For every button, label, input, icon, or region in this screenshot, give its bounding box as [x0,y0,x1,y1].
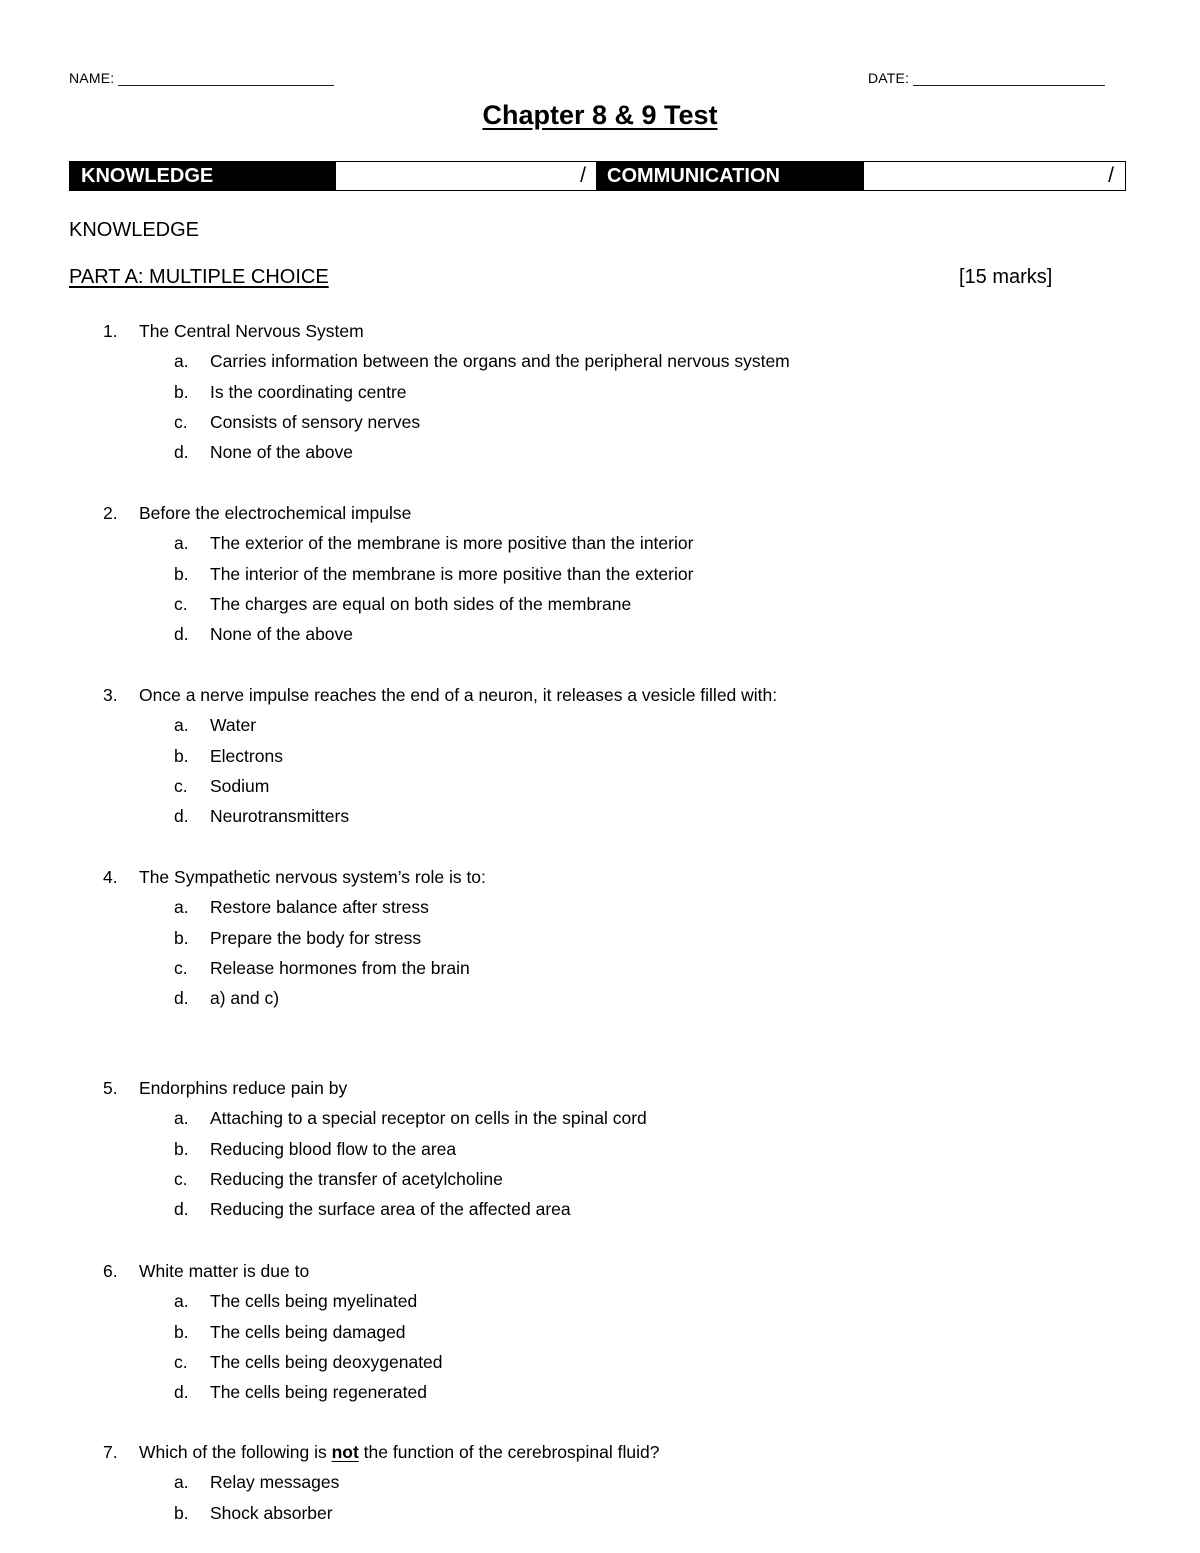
option-letter: a. [174,351,189,372]
option-letter: b. [174,745,189,766]
option-letter: a. [174,1291,189,1312]
option-text: None of the above [210,442,354,463]
communication-score-label: COMMUNICATION [596,162,864,190]
option-text: Water [210,715,257,736]
option-text: The charges are equal on both sides of the membrane [210,593,632,614]
question-number: 3. [103,685,118,705]
page-title: Chapter 8 & 9 Test [482,100,718,130]
question-text: White matter is due to [139,1261,310,1281]
knowledge-score-field: / [336,162,596,190]
option-text: The exterior of the membrane is more positive than the interior [210,533,694,554]
option-text: The cells being damaged [210,1321,406,1342]
knowledge-score-label: KNOWLEDGE [70,162,336,190]
option-text: Electrons [210,745,283,766]
option-letter: d. [174,1199,189,1220]
option-letter: d. [174,624,189,645]
option-text: Relay messages [210,1472,340,1493]
option-text: Restore balance after stress [210,897,429,918]
question-text: The Sympathetic nervous system’s role is to: [139,867,486,887]
question-text: Before the electrochemical impulse [139,503,412,523]
option-text: Reducing blood flow to the area [210,1138,457,1159]
option-letter: c. [174,411,188,432]
question-number: 4. [103,867,118,887]
question-number: 7. [103,1442,118,1462]
part-marks: [15 marks] [959,266,1053,288]
option-text: The interior of the membrane is more positive than the exterior [210,563,694,584]
option-letter: b. [174,381,189,402]
option-text: Neurotransmitters [210,806,350,827]
option-text: None of the above [210,624,354,645]
option-text: Carries information between the organs and the peripheral nervous system [210,351,790,372]
question-text: The Central Nervous System [139,321,364,341]
option-letter: b. [174,1502,189,1523]
option-text: a) and c) [210,988,280,1009]
question-number: 6. [103,1261,118,1281]
option-letter: b. [174,1321,189,1342]
option-text: The cells being regenerated [210,1382,427,1403]
option-text: Consists of sensory nerves [210,411,421,432]
communication-score-field: / [864,162,1124,190]
option-letter: b. [174,563,189,584]
option-letter: c. [174,1168,188,1189]
question-text: Endorphins reduce pain by [139,1078,348,1098]
section-heading: KNOWLEDGE [69,219,200,241]
option-letter: a. [174,533,189,554]
option-text: Sodium [210,775,270,796]
option-text: Is the coordinating centre [210,381,407,402]
name-line: NAME: ___________________________ [69,70,335,86]
score-bar [69,161,1126,191]
option-letter: a. [174,1108,189,1129]
option-letter: d. [174,1382,189,1403]
option-letter: b. [174,1138,189,1159]
question-text-before: Which of the following is [139,1442,332,1462]
question-number: 1. [103,321,118,341]
question-text [139,1437,659,1467]
option-text: The cells being myelinated [210,1291,418,1312]
option-text: Prepare the body for stress [210,927,422,948]
option-letter: d. [174,988,189,1009]
question-text-emphasis: not [331,1442,359,1462]
option-letter: c. [174,957,188,978]
option-letter: a. [174,1472,189,1493]
option-letter: d. [174,806,189,827]
option-letter: c. [174,775,188,796]
option-text: Attaching to a special receptor on cells in the spinal cord [210,1108,647,1129]
option-text: Shock absorber [210,1502,333,1523]
question-text-after: the function of the cerebrospinal fluid? [358,1442,660,1462]
question-number: 2. [103,503,118,523]
question-text: Once a nerve impulse reaches the end of a neuron, it releases a vesicle filled with: [139,685,778,705]
option-letter: c. [174,1351,188,1372]
option-letter: c. [174,593,188,614]
option-text: Reducing the surface area of the affected area [210,1199,571,1220]
question-number: 5. [103,1078,118,1098]
option-letter: a. [174,715,189,736]
option-letter: d. [174,442,189,463]
option-text: Release hormones from the brain [210,957,470,978]
option-text: Reducing the transfer of acetylcholine [210,1168,503,1189]
date-line: DATE: ________________________ [868,70,1105,86]
option-text: The cells being deoxygenated [210,1351,443,1372]
option-letter: a. [174,897,189,918]
part-heading: PART A: MULTIPLE CHOICE [69,266,329,288]
option-letter: b. [174,927,189,948]
